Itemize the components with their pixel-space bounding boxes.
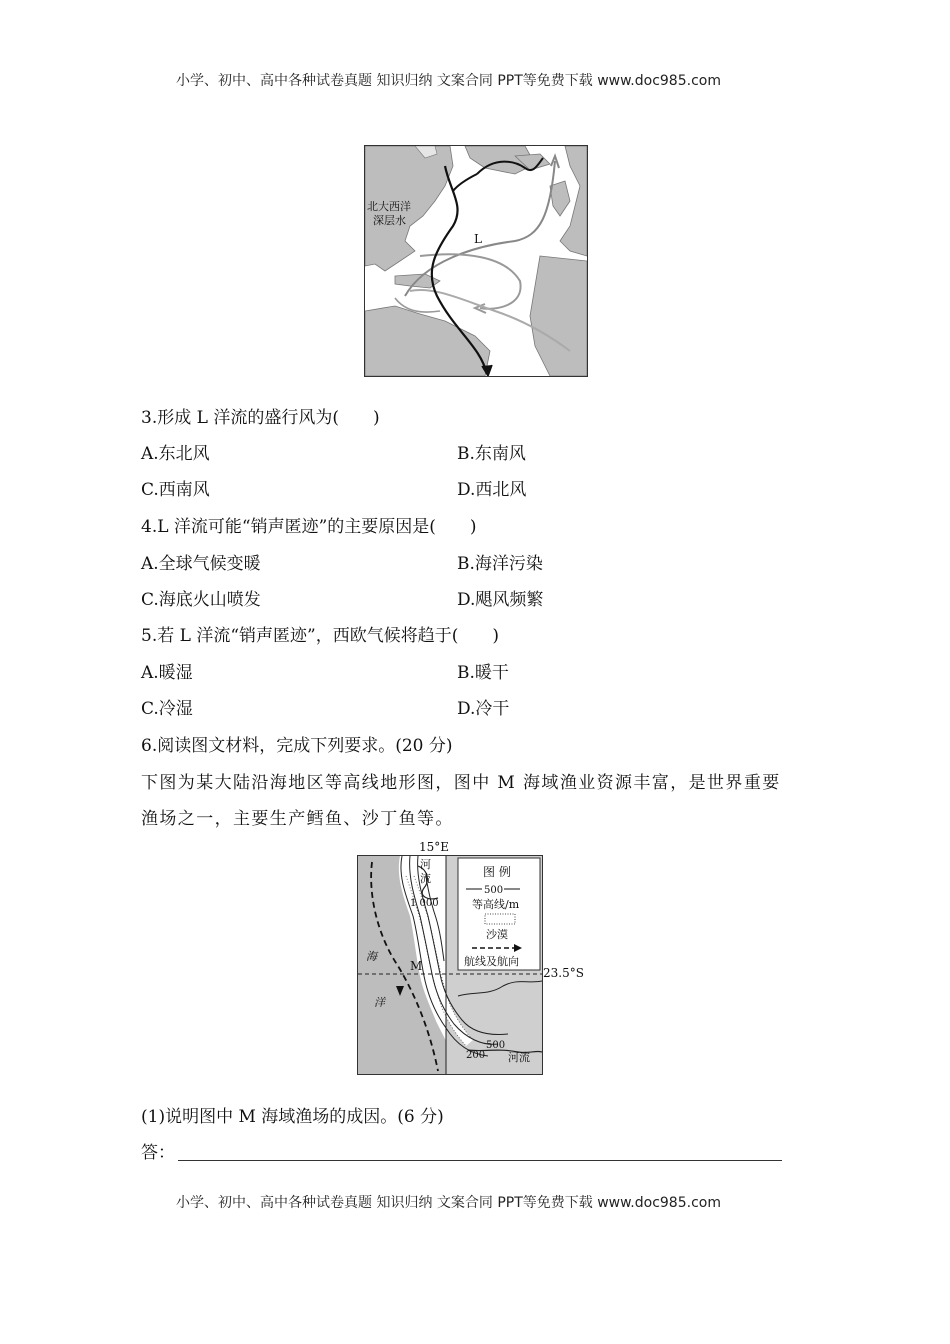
legend-contour-value: 500 xyxy=(484,885,504,896)
q4-option-a: A.全球气候变暖 xyxy=(141,554,261,574)
north-atlantic-map-svg xyxy=(365,146,587,376)
map1-label-water-line2: 深层水 xyxy=(373,214,406,227)
legend-route-label: 航线及航向 xyxy=(464,955,519,968)
map1-label-water-line1: 北大西洋 xyxy=(367,200,411,213)
q3-option-d: D.西北风 xyxy=(457,480,527,500)
q4-option-c: C.海底火山喷发 xyxy=(141,590,261,610)
longitude-label: 15°E xyxy=(419,840,450,854)
legend-title: 图 例 xyxy=(483,865,511,879)
q3-option-c: C.西南风 xyxy=(141,480,210,500)
sea-label-2: 洋 xyxy=(374,996,385,1009)
q5-option-c: C.冷湿 xyxy=(141,699,193,719)
river-top-1: 河 xyxy=(420,858,431,871)
q4-stem: 4.L 洋流可能“销声匿迹”的主要原因是( ) xyxy=(141,517,477,537)
answer-label: 答： xyxy=(141,1143,175,1163)
q6-material-line1: 下图为某大陆沿海地区等高线地形图，图中 M 海域渔业资源丰富，是世界重要 xyxy=(141,773,781,793)
legend-desert-label: 沙漠 xyxy=(486,928,508,941)
contour-200-label: 200 xyxy=(466,1050,486,1061)
q3-option-a: A.东北风 xyxy=(141,444,210,464)
legend-contour-label: 等高线/m xyxy=(472,898,520,911)
map1-label-current: L xyxy=(474,232,482,246)
coastal-contour-map-svg xyxy=(358,856,542,1074)
sea-label-1: 海 xyxy=(366,950,377,963)
page-footer: 小学、初中、高中各种试卷真题 知识归纳 文案合同 PPT等免费下载 www.doc985.com xyxy=(176,1195,721,1211)
q5-option-a: A.暖湿 xyxy=(141,663,193,683)
q5-stem: 5.若 L 洋流“销声匿迹”，西欧气候将趋于( ) xyxy=(141,626,499,646)
coastal-contour-map xyxy=(357,855,543,1075)
legend-desert-swatch xyxy=(485,914,515,924)
river-bottom-label: 河流 xyxy=(508,1051,530,1064)
page-header: 小学、初中、高中各种试卷真题 知识归纳 文案合同 PPT等免费下载 www.doc985.com xyxy=(176,73,721,89)
q5-option-d: D.冷干 xyxy=(457,699,510,719)
q6-stem: 6.阅读图文材料，完成下列要求。(20 分) xyxy=(141,736,453,756)
latitude-label: 23.5°S xyxy=(543,966,584,980)
contour-1000-label: 1 000 xyxy=(410,898,439,909)
q5-option-b: B.暖干 xyxy=(457,663,509,683)
north-atlantic-map xyxy=(364,145,588,377)
q6-1-stem: (1)说明图中 M 海域渔场的成因。(6 分) xyxy=(141,1107,444,1127)
contour-500-label: 500 xyxy=(486,1040,506,1051)
q4-option-d: D.飓风频繁 xyxy=(457,590,544,610)
q4-option-b: B.海洋污染 xyxy=(457,554,543,574)
point-m-label: M xyxy=(410,959,423,973)
q6-material-line2: 渔场之一，主要生产鳕鱼、沙丁鱼等。 xyxy=(141,809,454,829)
q3-stem: 3.形成 L 洋流的盛行风为( ) xyxy=(141,408,380,428)
q3-option-b: B.东南风 xyxy=(457,444,526,464)
answer-line[interactable] xyxy=(178,1160,782,1161)
river-top-2: 流 xyxy=(420,872,431,885)
